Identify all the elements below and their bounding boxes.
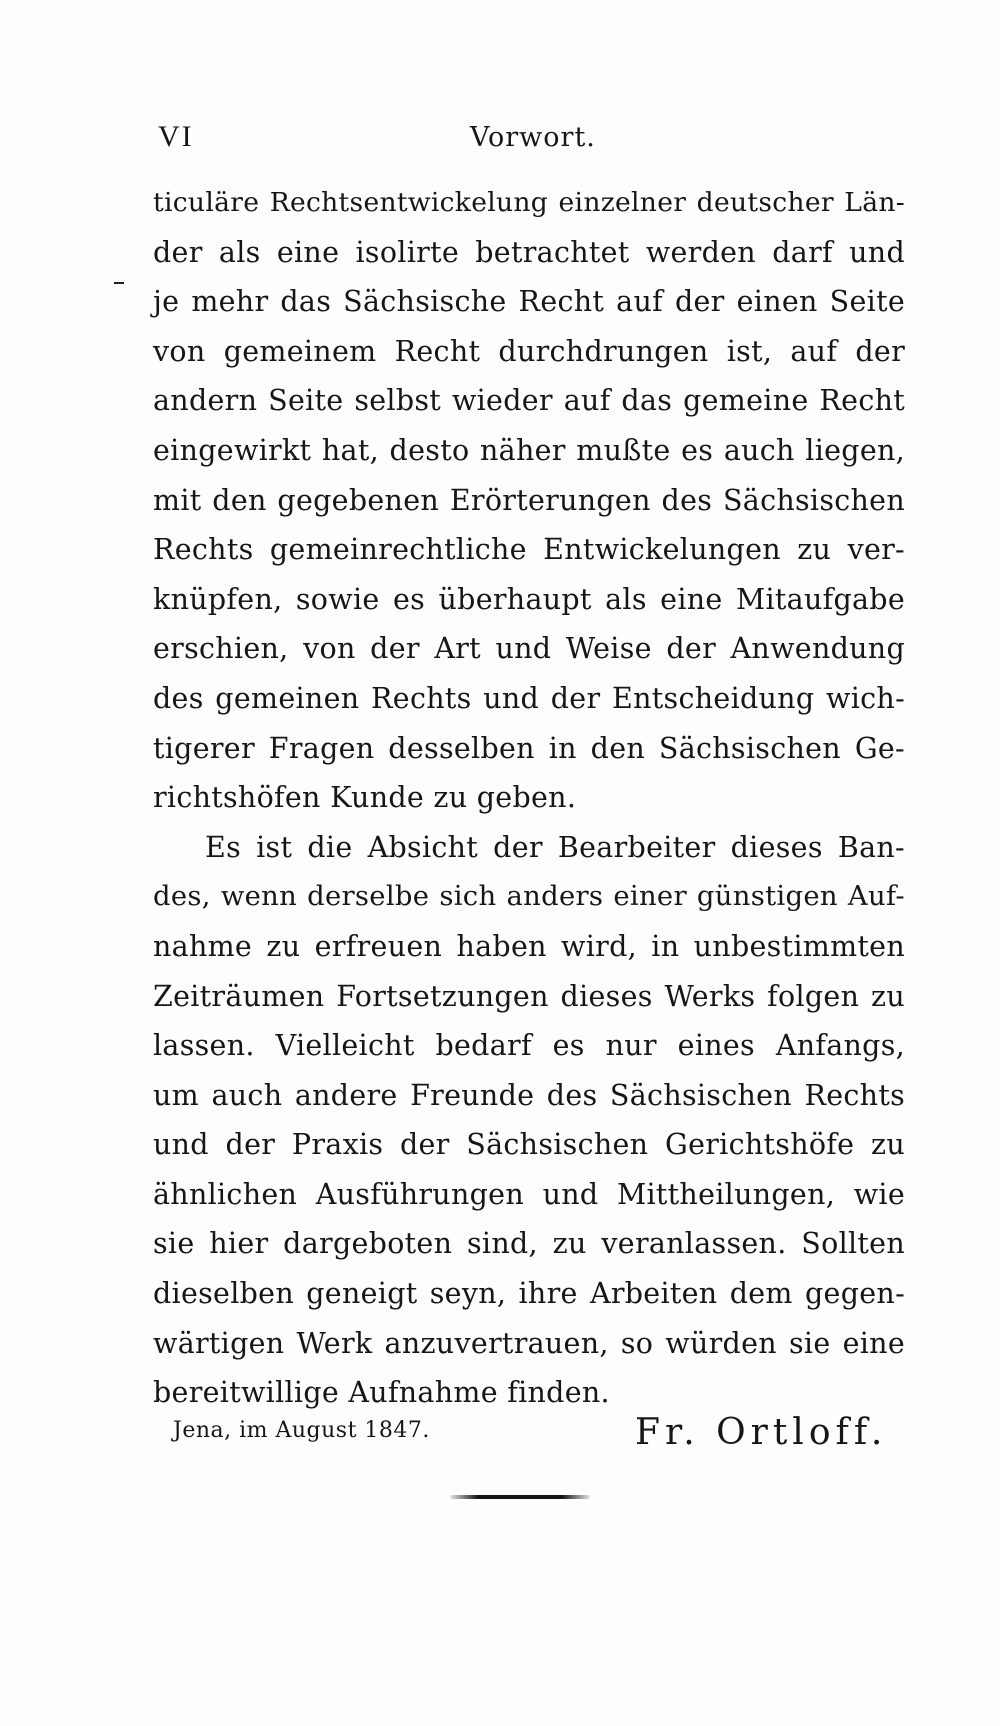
text-line: Es ist die Absicht der Bearbeiter dieses Ban- <box>205 830 905 864</box>
text-line: Rechts gemeinrechtliche Entwickelungen zu ver- <box>153 533 905 567</box>
text-line: dieselben geneigt seyn, ihre Arbeiten dem gegen- <box>153 1277 905 1311</box>
page-number: VI <box>158 120 194 153</box>
text-line: Zeiträumen Fortsetzungen dieses Werks folgen zu <box>153 979 905 1013</box>
text-line: der als eine isolirte betrachtet werden darf und <box>153 235 905 269</box>
paragraph-continued <box>153 178 905 823</box>
text-line: mit den gegebenen Erörterungen des Sächsischen <box>153 483 905 517</box>
running-head <box>150 120 910 160</box>
text-line: knüpfen, sowie es überhaupt als eine Mitaufgabe <box>153 582 905 616</box>
paragraph <box>153 823 905 1418</box>
text-line: ticuläre Rechtsentwickelung einzelner deutscher Län- <box>153 187 905 218</box>
text-line: nahme zu erfreuen haben wird, in unbestimmten <box>153 929 905 963</box>
text-line: je mehr das Sächsische Recht auf der einen Seite <box>153 285 905 319</box>
text-line: richtshöfen Kunde zu geben. <box>153 781 577 815</box>
running-head-title: Vorwort. <box>470 122 596 153</box>
text-line: lassen. Vielleicht bedarf es nur eines Anfangs, <box>153 1029 905 1063</box>
place-date: Jena, im August 1847. <box>173 1418 430 1443</box>
margin-mark <box>114 282 124 284</box>
text-line: von gemeinem Recht durchdrungen ist, auf der <box>153 334 905 368</box>
text-line: des gemeinen Rechts und der Entscheidung wich- <box>153 681 905 715</box>
text-line: bereitwillige Aufnahme finden. <box>153 1376 610 1410</box>
signature: Fr. Ortloff. <box>635 1412 888 1453</box>
closing <box>165 1412 905 1472</box>
body-text <box>153 178 905 1418</box>
text-line: um auch andere Freunde des Sächsischen Rechts <box>153 1078 905 1112</box>
text-line: des, wenn derselbe sich anders einer günstigen Auf- <box>153 881 905 913</box>
text-line: andern Seite selbst wieder auf das gemeine Recht <box>153 384 905 418</box>
text-line: sie hier dargeboten sind, zu veranlassen. Sollten <box>153 1227 905 1261</box>
text-line: ähnlichen Ausführungen und Mittheilungen, wie <box>153 1177 905 1211</box>
text-line: erschien, von der Art und Weise der Anwendung <box>153 632 905 666</box>
text-line: und der Praxis der Sächsischen Gerichtshöfe zu <box>153 1128 905 1162</box>
text-line: wärtigen Werk anzuvertrauen, so würden sie eine <box>153 1326 905 1360</box>
text-line: tigerer Fragen desselben in den Sächsischen Ge- <box>153 731 905 765</box>
text-line: eingewirkt hat, desto näher mußte es auch liegen, <box>153 433 905 467</box>
end-rule <box>450 1495 590 1499</box>
